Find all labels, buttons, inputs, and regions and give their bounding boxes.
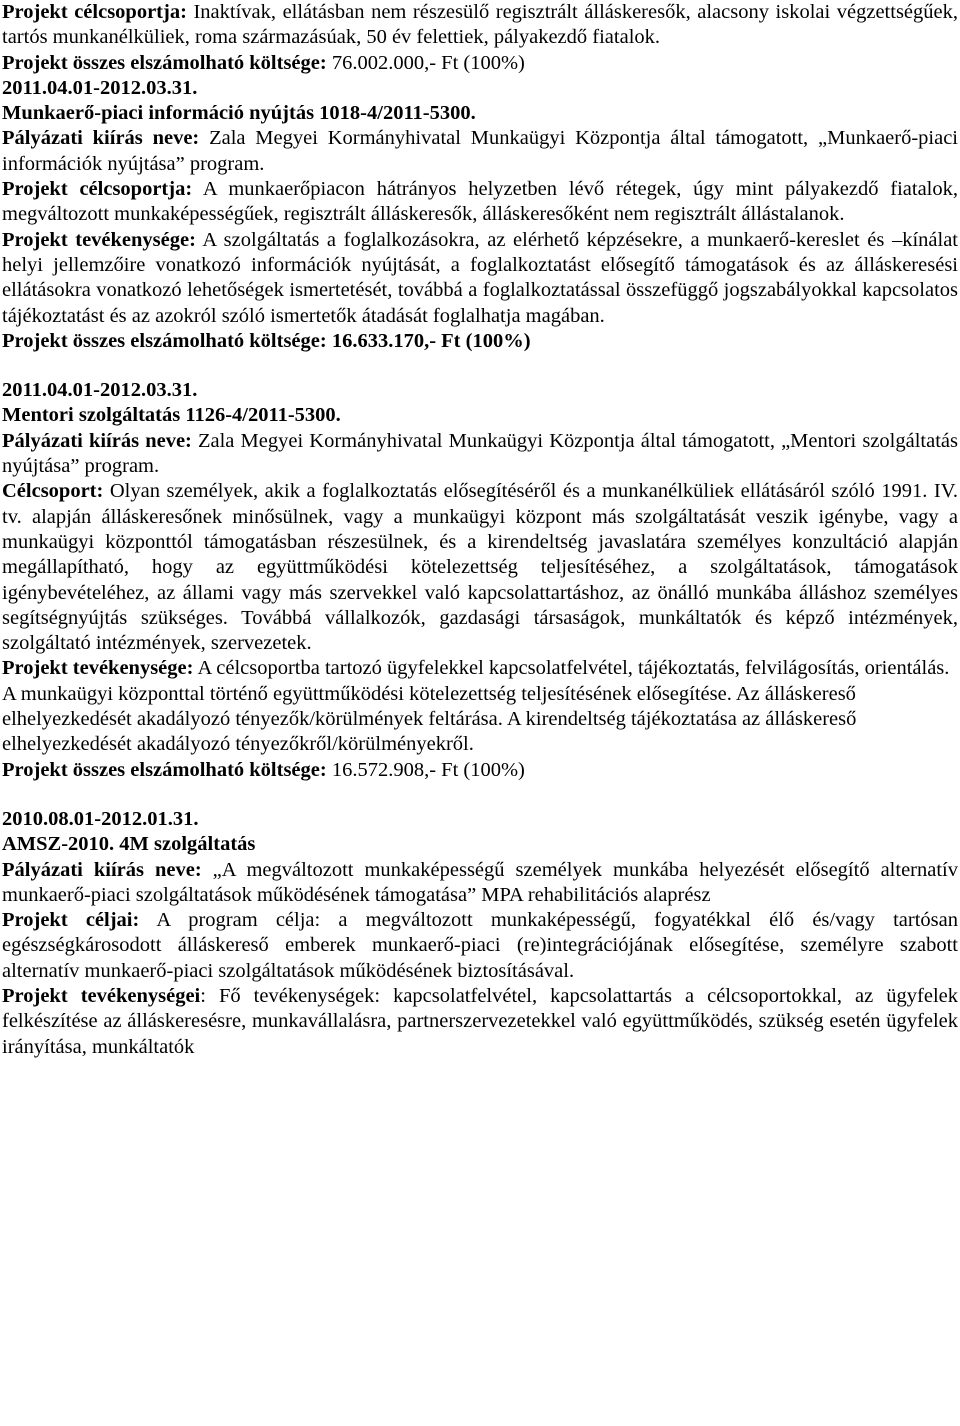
field-text: A szolgáltatás a foglalkozásokra, az elérhető képzésekre, a munkaerő-kereslet és –kínálat helyi jellemzőire vonatkozó információk nyújtását, a foglalkoztatást elősegítő támogatások és az álláskeresési ellátásokra vonatkozó lehetőségek ismertetését, továbbá a foglalkoztatással összefüggő jogszabályokkal kapcsolatos tájékoztatást és az azokról szóló ismertetők átadását foglalhatja magában. bbox=[2, 228, 958, 327]
field-text: A munkaerőpiacon hátrányos helyzetben lévő rétegek, úgy mint pályakezdő fiatalok, megváltozott munkaképességűek, regisztrált álláskeresők, álláskeresőként nem regisztrált állástalanok. bbox=[2, 178, 959, 226]
field-text: Olyan személyek, akik a foglalkoztatás elősegítéséről és a munkanélküliek ellátásáról szóló 1991. IV. tv. alapján álláskeresőnek minősülnek, vagy a munkaügyi központ más szolgáltatását veszik igénybe, vagy a munkaügyi központtól támogatásban részesülnek, és a kirendeltség javaslatára személyes konzultáció alapján megállapítható, hogy az együttműködési kötelezettség teljesítéséhez, a szolgáltatások, támogatások igénybevételéhez, az állami vagy más szervekkel való kapcsolattartáshoz, az önálló munkába álláshoz személyes segítségnyújtás szükséges. Továbbá vállalkozók, gazdasági társaságok, munkáltatók és képző intézmények, szolgáltató intézmények, szervezetek. bbox=[2, 480, 958, 655]
project-title bbox=[2, 101, 958, 126]
field-label: Projekt összes elszámolható költsége: bbox=[2, 51, 327, 74]
target-group bbox=[2, 177, 958, 228]
field-label: 2011.04.01-2012.03.31. bbox=[2, 76, 198, 99]
field-label: Projekt célcsoportja: bbox=[2, 1, 187, 23]
total-cost bbox=[2, 329, 958, 354]
field-label: Projekt céljai: bbox=[2, 909, 140, 932]
project-block-1 bbox=[2, 0, 958, 354]
project-block-2 bbox=[2, 378, 958, 783]
total-cost bbox=[2, 51, 958, 76]
project-block-3 bbox=[2, 807, 958, 1060]
field-label: 2011.04.01-2012.03.31. bbox=[2, 379, 198, 402]
field-text: 16.572.908,- Ft (100%) bbox=[326, 758, 525, 781]
field-label: Projekt tevékenységei bbox=[2, 984, 201, 1007]
field-label: Munkaerő-piaci információ nyújtás 1018-4/2011-5300. bbox=[2, 102, 476, 125]
project-goals bbox=[2, 908, 958, 984]
field-label: Projekt tevékenysége: bbox=[2, 228, 196, 251]
project-title bbox=[2, 403, 958, 428]
project-activity bbox=[2, 228, 958, 329]
project-activities bbox=[2, 984, 958, 1060]
field-label: Pályázati kiírás neve: bbox=[2, 858, 202, 881]
field-text: Zala Megyei Kormányhivatal Munkaügyi Központja által támogatott, „Mentori szolgáltatás nyújtása” program. bbox=[2, 429, 958, 478]
project-period bbox=[2, 378, 958, 403]
field-label: Mentori szolgáltatás 1126-4/2011-5300. bbox=[2, 404, 341, 427]
field-label: Projekt összes elszámolható költsége: 16.633.170,- Ft (100%) bbox=[2, 329, 531, 352]
field-label: 2010.08.01-2012.01.31. bbox=[2, 807, 199, 830]
project-period bbox=[2, 76, 958, 101]
call-name bbox=[2, 126, 958, 177]
field-text: Inaktívak, ellátásban nem részesülő regisztrált álláskeresők, alacsony iskolai végzettségűek, tartós munkanélküliek, roma származásúak, 50 év felettiek, pályakezdő fiatalok. bbox=[2, 1, 958, 49]
field-label: Projekt tevékenysége: bbox=[2, 657, 194, 680]
field-label: Projekt összes elszámolható költsége: bbox=[2, 758, 327, 781]
field-label: Pályázati kiírás neve: bbox=[2, 127, 200, 150]
field-label: Célcsoport: bbox=[2, 480, 104, 503]
field-label: Pályázati kiírás neve: bbox=[2, 429, 192, 452]
field-text: Zala Megyei Kormányhivatal Munkaügyi Központja által támogatott, „Munkaerő-piaci információk nyújtása” program. bbox=[2, 127, 959, 175]
field-text: : Fő tevékenységek: kapcsolatfelvétel, kapcsolattartás a célcsoportokkal, az ügyfelek felkészítése az álláskeresésre, munkavállalásra, partnerszervezetekkel való együttműködés, szükség esetén ügyfelek irányítása, munkáltatók bbox=[2, 984, 959, 1058]
project-title bbox=[2, 832, 958, 857]
field-text: A célcsoportba tartozó ügyfelekkel kapcsolatfelvétel, tájékoztatás, felvilágosítás, orientálás. A munkaügyi központtal történő együttműködési kötelezettség teljesítésének elősegítése. Az álláskereső elhelyezkedését akadályozó tényezők/körülmények feltárása. A kirendeltség tájékoztatása az álláskereső elhelyezkedését akadályozó tényezőkről/körülményekről. bbox=[2, 657, 950, 756]
field-text: 76.002.000,- Ft (100%) bbox=[326, 51, 525, 74]
field-label: AMSZ-2010. 4M szolgáltatás bbox=[2, 833, 256, 856]
field-label: Projekt célcsoportja: bbox=[2, 178, 193, 201]
target-group bbox=[2, 0, 958, 51]
call-name bbox=[2, 858, 958, 909]
project-period bbox=[2, 807, 958, 832]
field-text: A program célja: a megváltozott munkaképességű, fogyatékkal élő és/vagy tartósan egészségkárosodott álláskereső emberek munkaerő-piaci (re)integrációjának elősegítése, személyre szabott alternatív munkaerő-piaci szolgáltatások működésének biztosításával. bbox=[2, 909, 958, 982]
field-text: „A megváltozott munkaképességű személyek munkába helyezését elősegítő alternatív munkaerő-piaci szolgáltatások működésének támogatása” MPA rehabilitációs alaprész bbox=[2, 858, 958, 906]
block-spacer bbox=[2, 783, 958, 807]
project-activity bbox=[2, 656, 958, 757]
block-spacer bbox=[2, 354, 958, 378]
call-name bbox=[2, 429, 958, 480]
total-cost bbox=[2, 758, 958, 783]
target-group bbox=[2, 479, 958, 656]
